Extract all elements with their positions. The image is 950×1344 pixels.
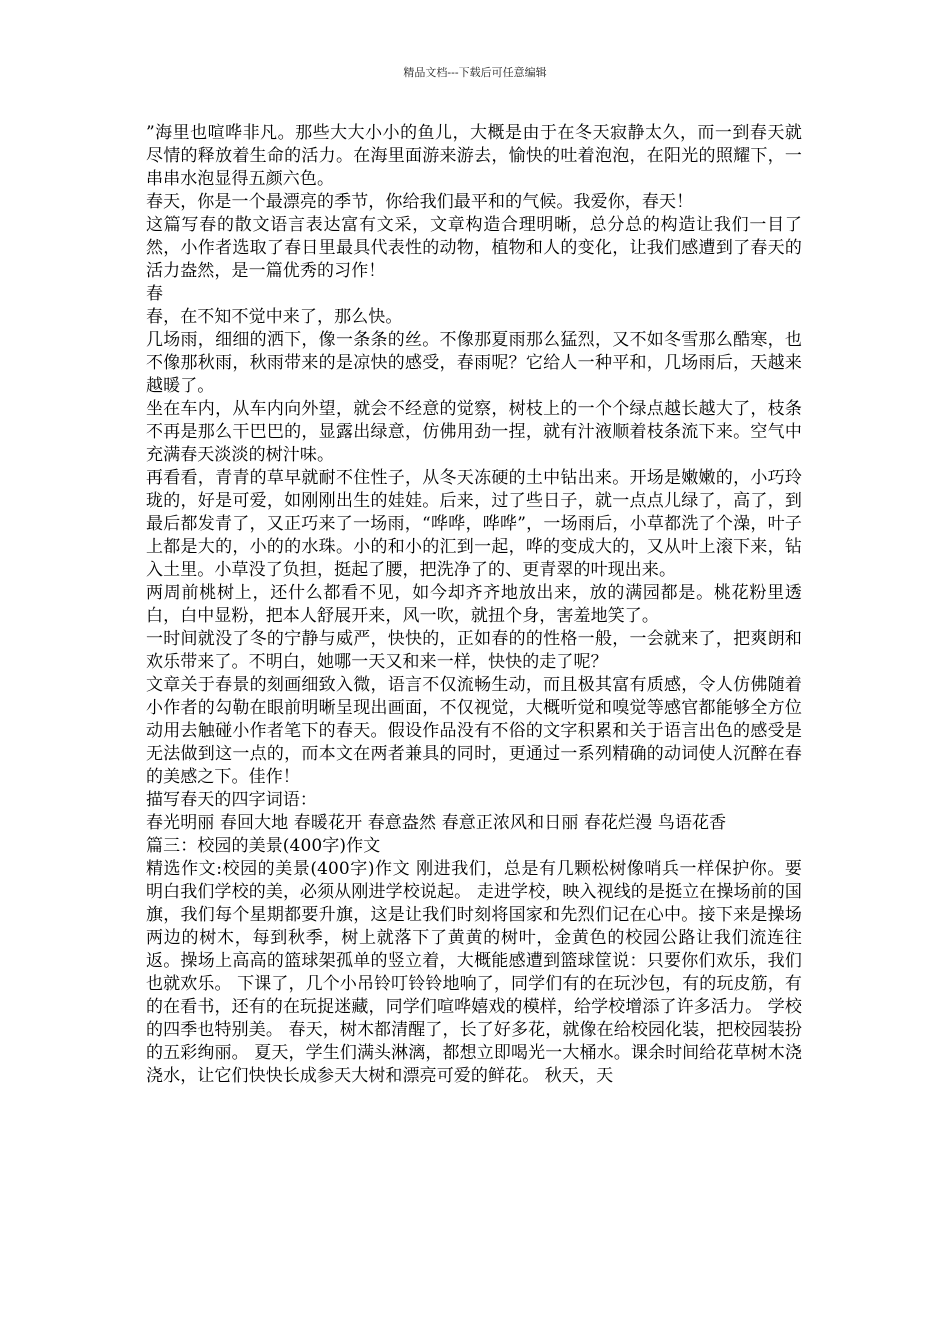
section-heading: 春 bbox=[146, 284, 164, 304]
section-heading: 篇三：校园的美景(400字)作文 bbox=[146, 836, 381, 856]
paragraph: 两周前桃树上，还什么都看不见，如今却齐齐地放出来，放的满园都是。桃花粉里透白，白中显粉，把本人舒展开来，风一吹，就扭个身，害羞地笑了。 bbox=[146, 583, 802, 626]
paragraph: 描写春天的四字词语： bbox=[146, 790, 317, 810]
page-header: 精品文档---下载后可任意编辑 bbox=[403, 66, 547, 79]
paragraph: 春，在不知不觉中来了，那么快。 bbox=[146, 307, 403, 327]
paragraph: 文章关于春景的刻画细致入微，语言不仅流畅生动，而且极其富有质感，令人仿佛随着小作者的勾勒在眼前明晰呈现出画面，不仅视觉，大概听觉和嗅觉等感官都能够全方位动用去触碰小作者笔下的春天。假设作品没有不俗的文字积累和关于语言出色的感受是无法做到这一点的，而本文在两者兼具的同时，更通过一系列精确的动词使人沉醉在春的美感之下。佳作！ bbox=[146, 675, 802, 787]
word-list: 春光明丽 春回大地 春暖花开 春意盎然 春意正浓风和日丽 春花烂漫 鸟语花香 bbox=[146, 813, 727, 833]
paragraph: 精选作文:校园的美景(400字)作文 刚进我们，总是有几颗松树像哨兵一样保护你。要明白我们学校的美，必须从刚进学校说起。 走进学校，映入视线的是挺立在操场前的国旗，我们每个星期都要升旗，这是让我们时刻将国家和先烈们记在心中。接下来是操场两边的树木，每到秋季，树上就落下了黄黄的树叶，金黄色的校园公路让我们流连往返。操场上高高的篮球架孤单的竖立着，大概能感遭到篮球筐说：只要你们欢乐，我们也就欢乐。 下课了，几个小吊铃叮铃铃地响了，同学们有的在玩沙包，有的玩皮筋，有的在看书，还有的在玩捉迷藏，同学们喧哗嬉戏的模样，给学校增添了许多活力。 学校的四季也特别美。 春天，树木都清醒了，长了好多花，就像在给校园化装，把校园装扮的五彩绚丽。 夏天，学生们满头淋漓，都想立即喝光一大桶水。课余时间给花草树木浇浇水，让它们快快长成参天大树和漂亮可爱的鲜花。 秋天，天 bbox=[146, 859, 802, 1086]
paragraph: 几场雨，细细的洒下，像一条条的丝。不像那夏雨那么猛烈，又不如冬雪那么酷寒，也不像那秋雨，秋雨带来的是凉快的感受，春雨呢？它给人一种平和，几场雨后，天越来越暖了。 bbox=[146, 330, 802, 396]
document-body bbox=[146, 122, 802, 1088]
paragraph: 坐在车内，从车内向外望，就会不经意的觉察，树枝上的一个个绿点越长越大了，枝条不再是那么干巴巴的，显露出绿意，仿佛用劲一捏，就有汁液顺着枝条流下来。空气中充满春天淡淡的树汁味。 bbox=[146, 399, 802, 465]
paragraph: 春天，你是一个最漂亮的季节，你给我们最平和的气候。我爱你，春天！ bbox=[146, 192, 694, 212]
paragraph: 再看看，青青的草早就耐不住性子，从冬天冻硬的土中钻出来。开场是嫩嫩的，小巧玲珑的，好是可爱，如刚刚出生的娃娃。后来，过了些日子，就一点点儿绿了，高了，到最后都发青了，又正巧来了一场雨，“哗哗，哗哗”，一场雨后，小草都洗了个澡，叶子上都是大的，小的的水珠。小的和小的汇到一起，哗的变成大的，又从叶上滚下来，钻入土里。小草没了负担，挺起了腰，把洗净了的、更青翠的叶现出来。 bbox=[146, 468, 802, 580]
paragraph: 一时间就没了冬的宁静与威严，快快的，正如春的的性格一般，一会就来了，把爽朗和欢乐带来了。不明白，她哪一天又和来一样，快快的走了呢？ bbox=[146, 629, 802, 672]
paragraph: ”海里也喧哗非凡。那些大大小小的鱼儿，大概是由于在冬天寂静太久，而一到春天就尽情的释放着生命的活力。在海里面游来游去，愉快的吐着泡泡，在阳光的照耀下，一串串水泡显得五颜六色。 bbox=[146, 123, 802, 189]
paragraph: 这篇写春的散文语言表达富有文采，文章构造合理明晰，总分总的构造让我们一目了然，小作者选取了春日里最具代表性的动物，植物和人的变化，让我们感遭到了春天的活力盎然，是一篇优秀的习作！ bbox=[146, 215, 802, 281]
